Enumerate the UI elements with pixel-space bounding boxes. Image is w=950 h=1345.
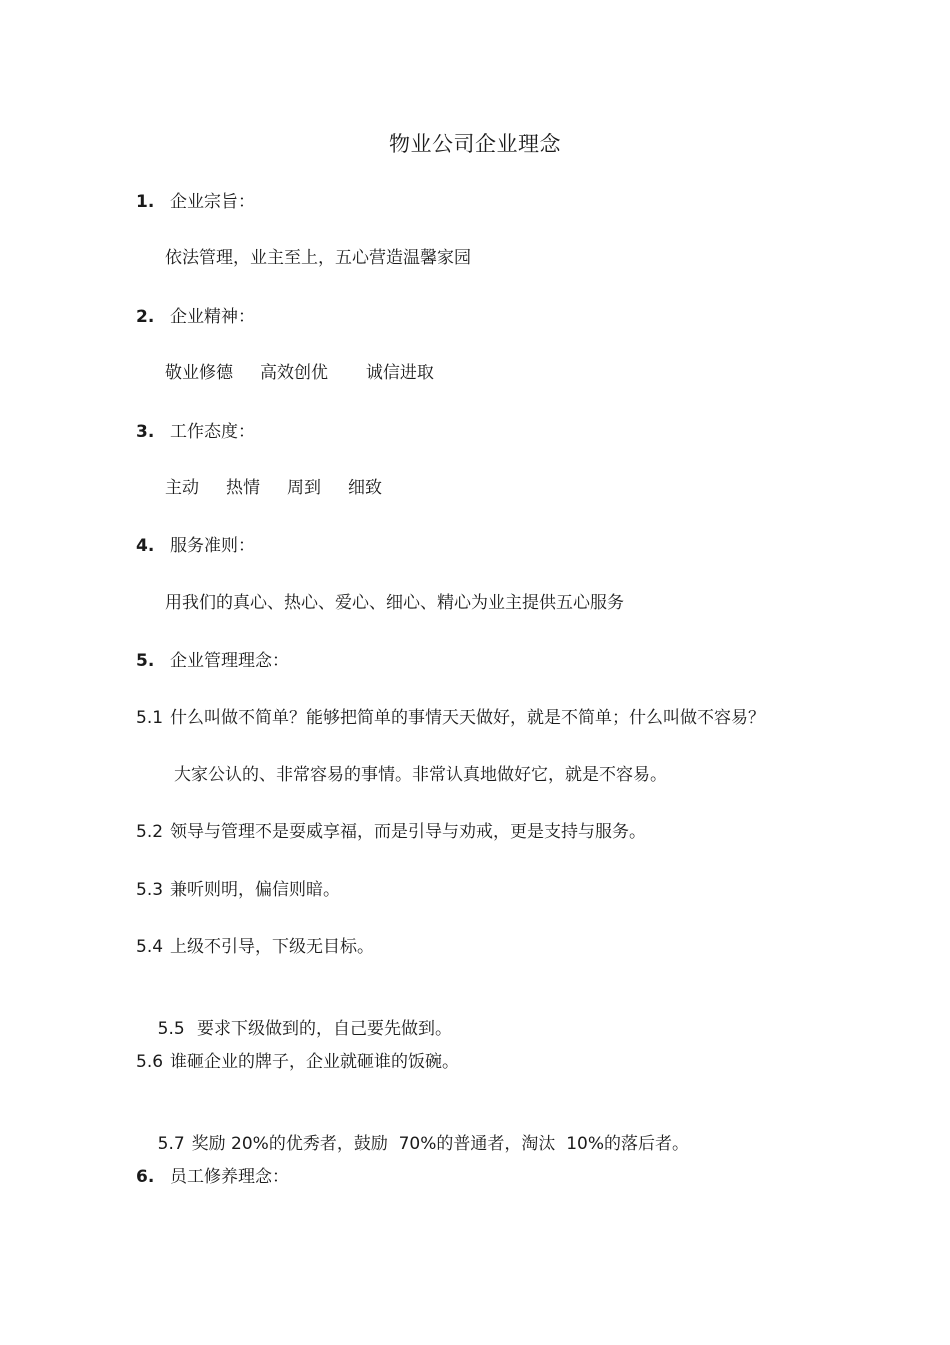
- item-number: 5.7: [157, 1134, 185, 1154]
- management-item: [136, 878, 340, 902]
- management-item: [136, 935, 374, 959]
- section-heading: [136, 420, 255, 444]
- item-text: 领导与管理不是耍威享福，而是引导与劝戒，更是支持与服务。: [170, 822, 646, 842]
- item-number: 5.2: [136, 822, 164, 842]
- item-text: 奖励 20%的优秀者，鼓励 70%的普通者，淘汰 10%的落后者。: [191, 1134, 689, 1154]
- item-text: 什么叫做不简单？能够把简单的事情天天做好，就是不简单；什么叫做不容易？: [170, 708, 765, 728]
- section-heading-text: 服务准则：: [170, 536, 255, 556]
- section-heading-text: 企业管理理念：: [170, 651, 289, 671]
- section-content: 敬业修德 高效创优 诚信进取: [165, 363, 434, 383]
- item-number: 5.5: [157, 1019, 185, 1039]
- section-number: 5.: [136, 651, 155, 671]
- item-continuation: 大家公认的、非常容易的事情。非常认真地做好它，就是不容易。: [174, 765, 667, 785]
- section-number: 4.: [136, 536, 155, 556]
- document-title: 物业公司企业理念: [389, 132, 561, 156]
- management-item: [136, 706, 765, 730]
- section-heading: [136, 190, 255, 214]
- section-heading-text: 企业宗旨：: [170, 192, 255, 212]
- item-number: 5.4: [136, 937, 164, 957]
- section-content: 依法管理，业主至上，五心营造温馨家园: [165, 248, 471, 268]
- section-number: 2.: [136, 307, 155, 327]
- section-heading-text: 员工修养理念：: [170, 1167, 289, 1187]
- section-heading-text: 企业精神：: [170, 307, 255, 327]
- item-number: 5.1: [136, 708, 164, 728]
- item-text: 要求下级做到的，自己要先做到。: [191, 1019, 453, 1039]
- management-item: [136, 820, 646, 844]
- section-number: 3.: [136, 422, 155, 442]
- section-heading: [136, 1165, 289, 1189]
- section-heading: [136, 305, 255, 329]
- management-item: [136, 1050, 459, 1074]
- section-content: 主动 热情 周到 细致: [165, 478, 383, 498]
- item-text: 上级不引导，下级无目标。: [170, 937, 374, 957]
- item-number: 5.3: [136, 880, 164, 900]
- section-number: 1.: [136, 192, 155, 212]
- section-content: 用我们的真心、热心、爱心、细心、精心为业主提供五心服务: [165, 593, 624, 613]
- section-heading: [136, 649, 289, 673]
- section-heading-text: 工作态度：: [170, 422, 255, 442]
- section-heading: [136, 534, 255, 558]
- item-number: 5.6: [136, 1052, 164, 1072]
- item-text: 谁砸企业的牌子，企业就砸谁的饭碗。: [170, 1052, 459, 1072]
- item-text: 兼听则明，偏信则暗。: [170, 880, 340, 900]
- section-number: 6.: [136, 1167, 155, 1187]
